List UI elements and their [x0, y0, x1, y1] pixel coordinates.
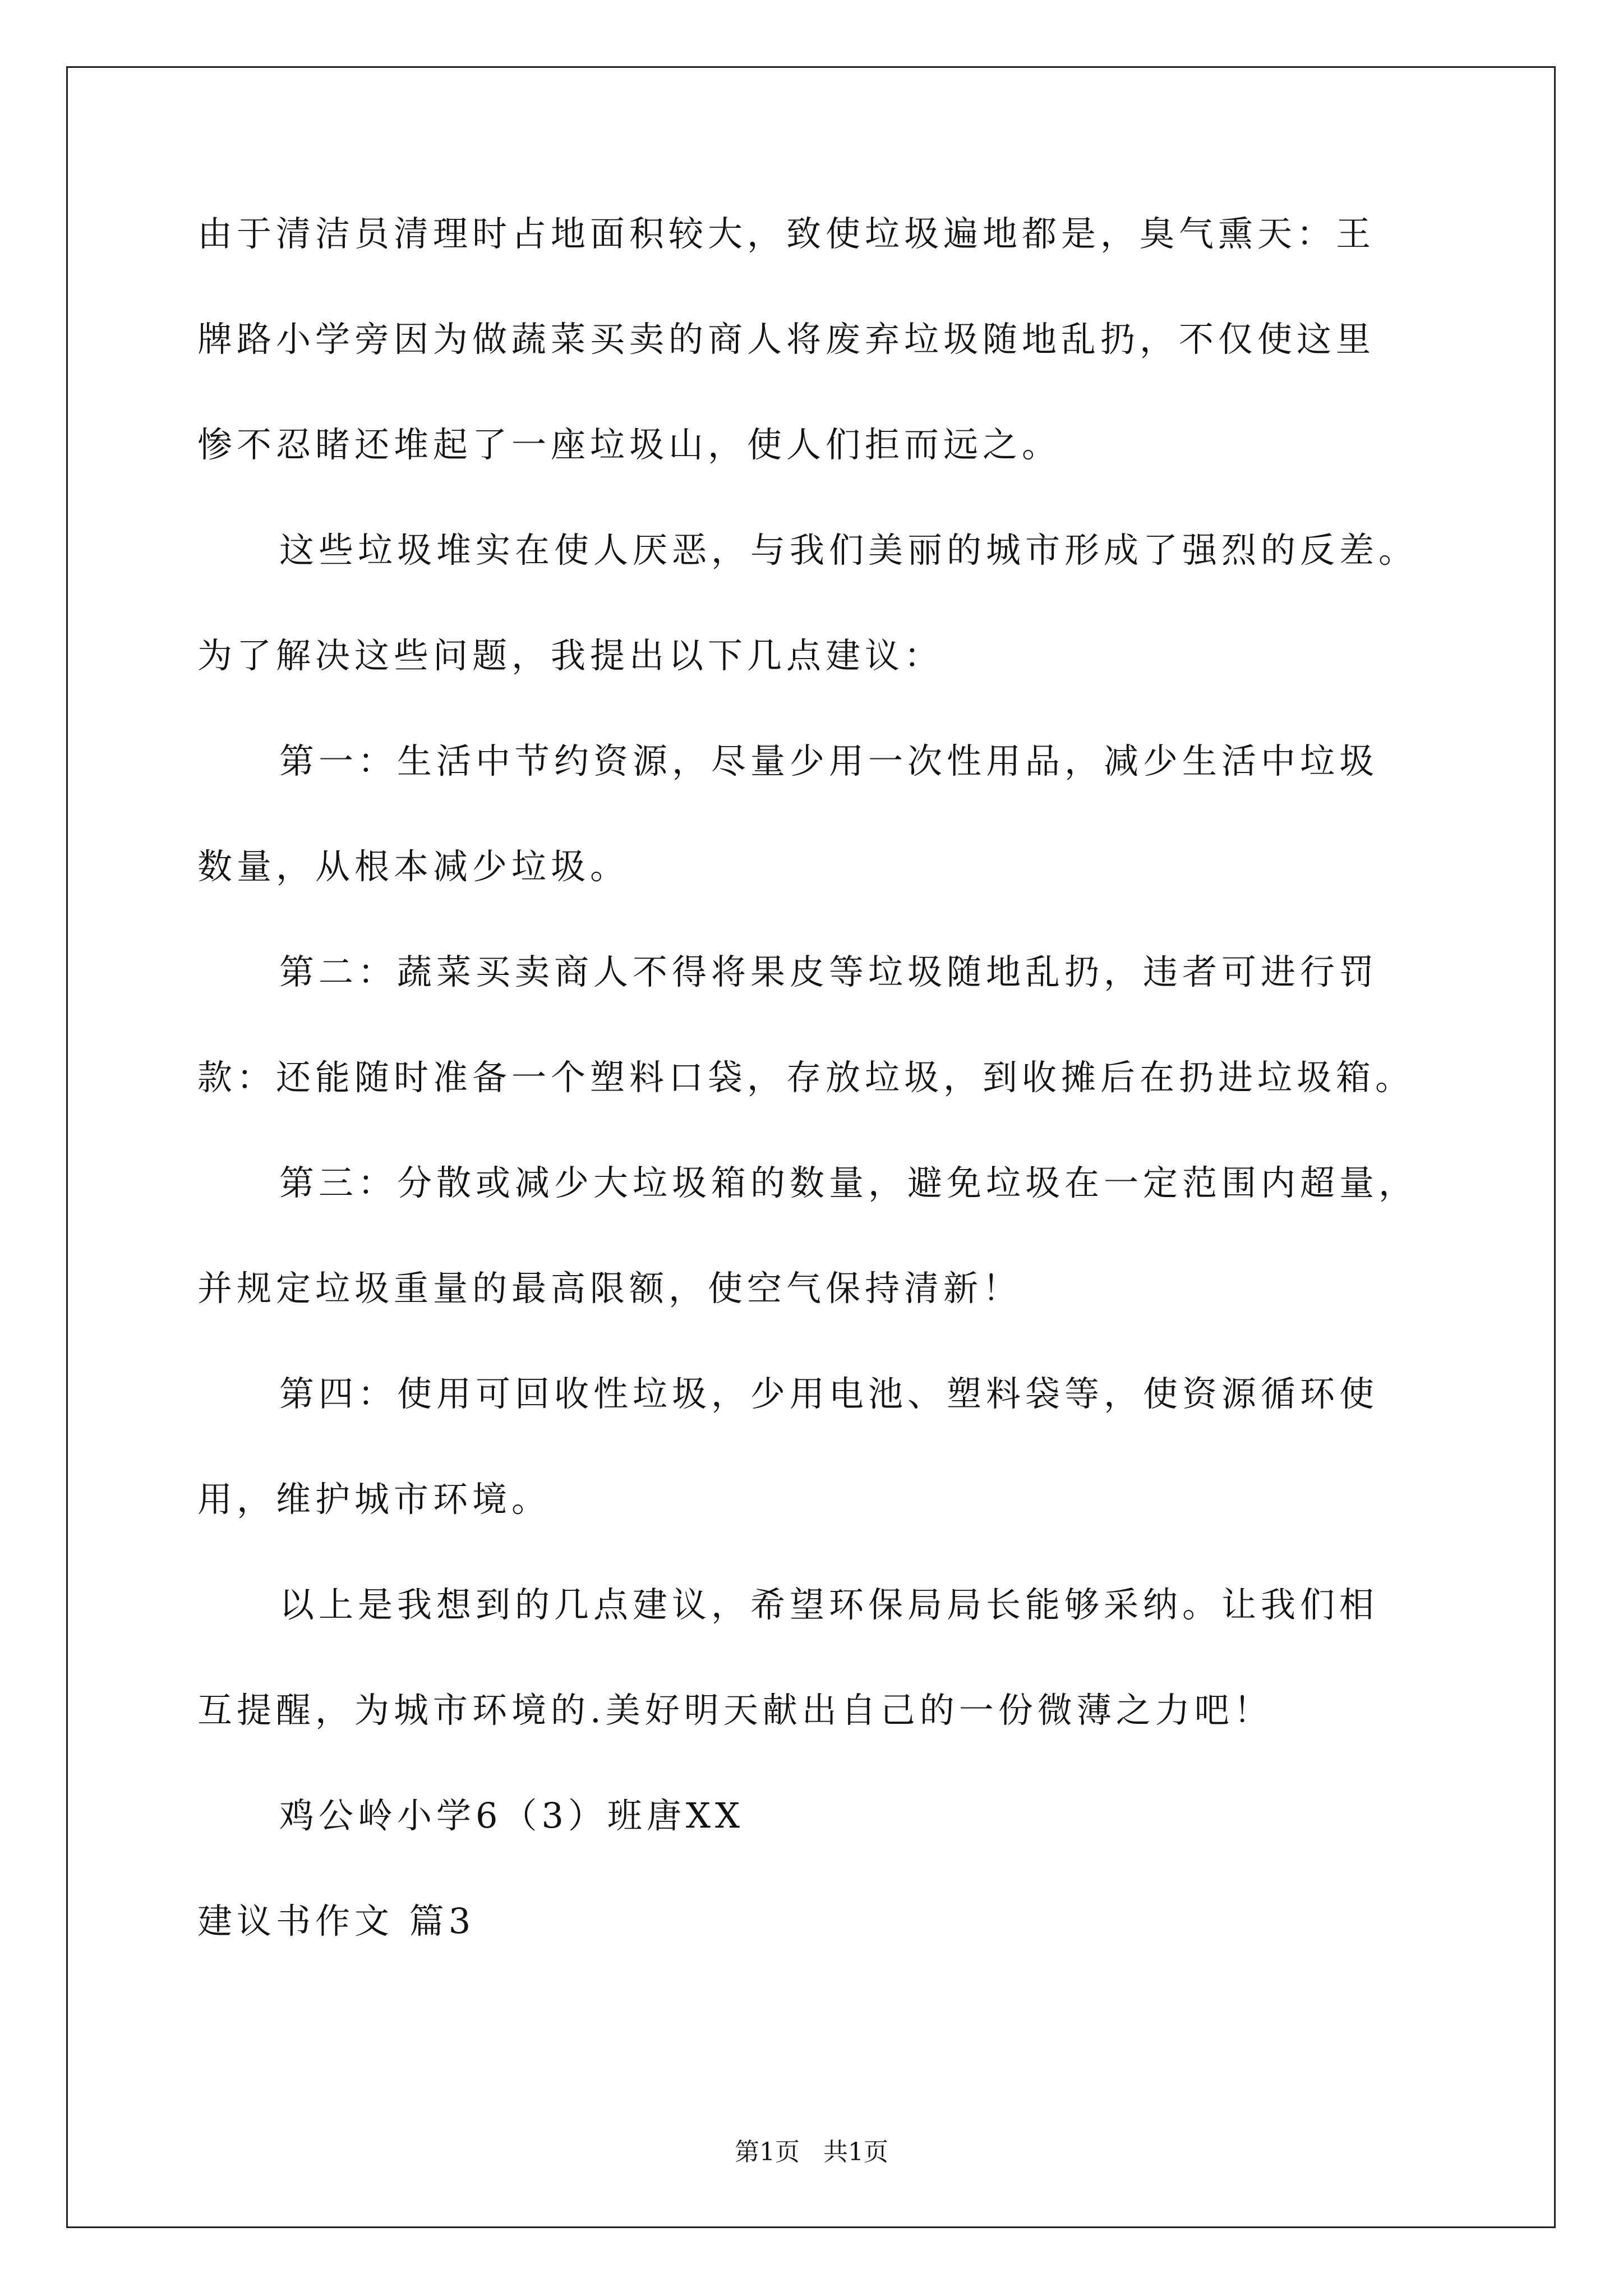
text-line: 款：还能随时准备一个塑料口袋，存放垃圾，到收摊后在扔进垃圾箱。 — [197, 1057, 1415, 1098]
text-line: 惨不忍睹还堆起了一座垃圾山，使人们拒而远之。 — [197, 424, 1062, 465]
text-line: 用，维护城市环境。 — [197, 1479, 551, 1520]
text-line: 并规定垃圾重量的最高限额，使空气保持清新！ — [197, 1268, 1022, 1309]
signature-line: 鸡公岭小学6（3）班唐XX — [279, 1795, 745, 1836]
text-line: 数量，从根本减少垃圾。 — [197, 846, 630, 887]
text-line: 为了解决这些问题，我提出以下几点建议： — [197, 635, 944, 676]
page-footer: 第1页 共1页 — [735, 2138, 888, 2166]
text-line: 互提醒，为城市环境的.美好明天献出自己的一份微薄之力吧！ — [197, 1690, 1273, 1731]
section-heading: 建议书作文 篇3 — [197, 1901, 476, 1941]
text-line: 第二：蔬菜买卖商人不得将果皮等垃圾随地乱扔，违者可进行罚 — [279, 951, 1379, 992]
text-line: 以上是我想到的几点建议，希望环保局局长能够采纳。让我们相 — [279, 1584, 1379, 1625]
text-line: 第一：生活中节约资源，尽量少用一次性用品，减少生活中垃圾 — [279, 740, 1379, 781]
text-line: 第三：分散或减少大垃圾箱的数量，避免垃圾在一定范围内超量， — [279, 1162, 1418, 1203]
text-line: 第四：使用可回收性垃圾，少用电池、塑料袋等，使资源循环使 — [279, 1373, 1379, 1414]
text-line: 牌路小学旁因为做蔬菜买卖的商人将废弃垃圾随地乱扔，不仅使这里 — [197, 319, 1376, 360]
text-line: 由于清洁员清理时占地面积较大，致使垃圾遍地都是，臭气熏天：王 — [197, 213, 1376, 254]
text-line: 这些垃圾堆实在使人厌恶，与我们美丽的城市形成了强烈的反差。 — [279, 530, 1418, 570]
